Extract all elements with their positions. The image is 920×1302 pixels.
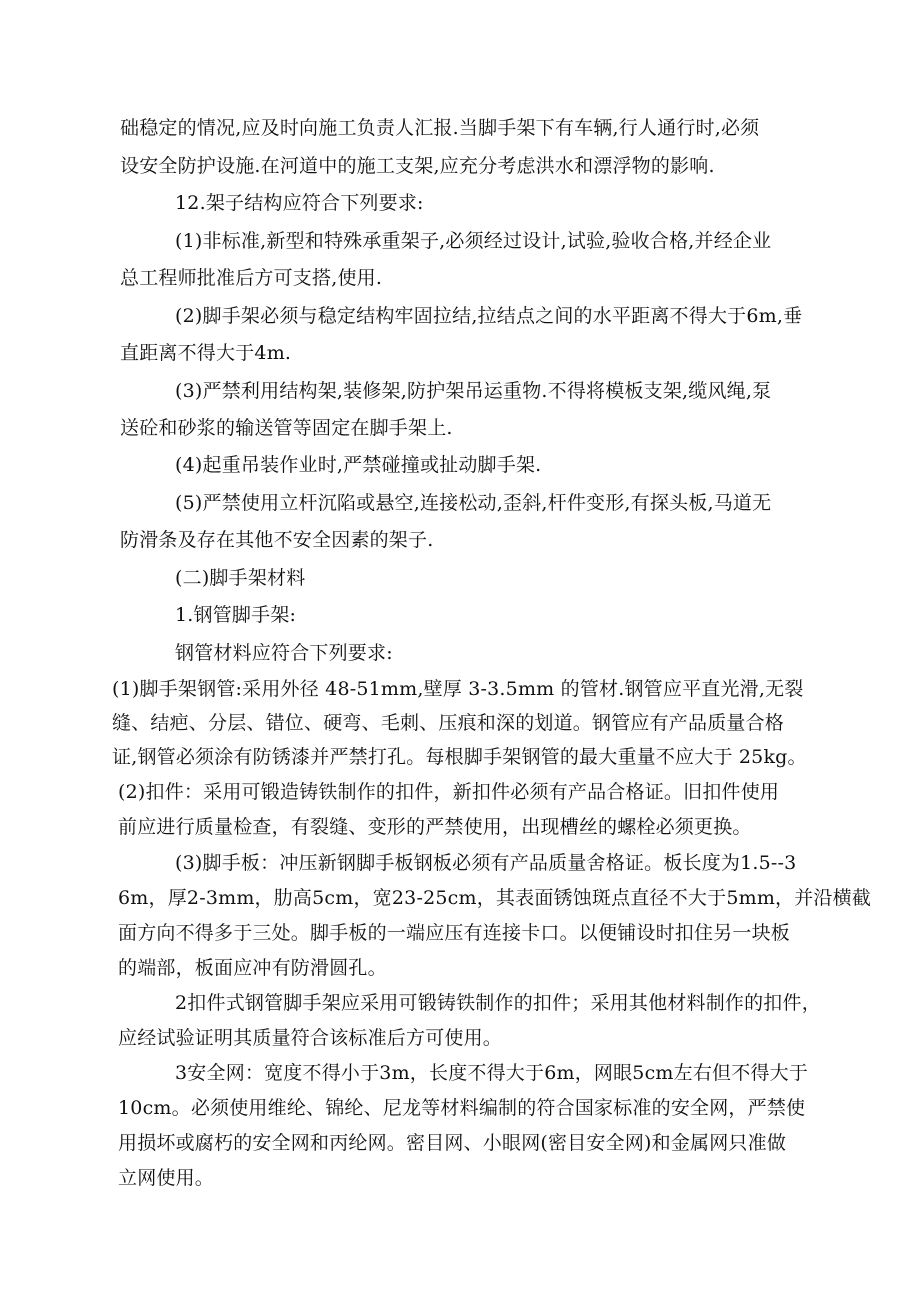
text-line: 应经试验证明其质量符合该标准后方可使用。 [118,1027,503,1049]
text-line: 前应进行质量检查，有裂缝、变形的严禁使用，出现槽丝的螺栓必须更换。 [118,816,752,838]
text-line: 6m，厚2-3mm，肋高5cm，宽23-25cm，其表面锈蚀斑点直径不大于5mm，并沿横截 [118,887,872,909]
text-line: (2)扣件：采用可锻造铸铁制作的扣件，新扣件必须有产品合格证。旧扣件使用 [118,781,780,803]
text-line: (4)起重吊装作业时,严禁碰撞或扯动脚手架. [175,454,542,476]
text-line: (5)严禁使用立杆沉陷或悬空,连接松动,歪斜,杆件变形,有探头板,马道无 [175,492,772,514]
text-line: (2)脚手架必须与稳定结构牢固拉结,拉结点之间的水平距离不得大于6m,垂 [175,305,803,327]
text-line: (3)脚手板：冲压新钢脚手板钢板必须有产品质量舍格证。板长度为1.5--3 [175,852,797,874]
text-line: 础稳定的情况,应及时向施工负责人汇报.当脚手架下有车辆,行人通行时,必须 [120,117,760,139]
text-line: 3安全网：宽度不得小于3m，长度不得大于6m，网眼5cm左右但不得大于 [175,1062,809,1084]
text-line: 直距离不得大于4m. [120,342,292,364]
text-line: 缝、结疤、分层、错位、硬弯、毛刺、压痕和深的划道。钢管应有产品质量合格 [112,712,785,734]
text-line: 面方向不得多于三处。脚手板的一端应压有连接卡口。以便铺设时扣住另一块板 [118,922,791,944]
text-line: 用损坏或腐朽的安全网和丙纶网。密目网、小眼网(密目安全网)和金属网只准做 [118,1132,787,1154]
subsection-heading: 1.钢管脚手架: [175,604,297,626]
text-line: 立网使用。 [118,1167,215,1189]
section-heading: 12.架子结构应符合下列要求: [175,192,424,214]
text-line: 总工程师批准后方可支搭,使用. [120,267,383,289]
section-heading: (二)脚手架材料 [175,567,306,589]
text-line: 钢管材料应符合下列要求: [175,642,393,664]
text-line: (3)严禁利用结构架,装修架,防护架吊运重物.不得将模板支架,缆风绳,泵 [175,380,772,402]
text-line: (1)非标准,新型和特殊承重架子,必须经过设计,试验,验收合格,并经企业 [175,230,772,252]
text-line: 2扣件式钢管脚手架应采用可锻铸铁制作的扣件；采用其他材料制作的扣件， [175,992,821,1014]
text-line: 防滑条及存在其他不安全因素的架子. [120,529,434,551]
text-line: 的端部，板面应冲有防滑圆孔。 [118,957,387,979]
text-line: 10cm。必须使用维纶、锦纶、尼龙等材料编制的符合国家标准的安全网，严禁使 [118,1097,806,1119]
text-line: 证,钢管必须涂有防锈漆并严禁打孔。每根脚手架钢管的最大重量不应大于 25kg。 [112,746,807,768]
text-line: 设安全防护设施.在河道中的施工支架,应充分考虑洪水和漂浮物的影响. [120,155,715,177]
text-line: (1)脚手架钢管:采用外径 48-51mm,壁厚 3-3.5mm 的管材.钢管应平直光滑,无裂 [112,678,804,700]
text-line: 送砼和砂浆的输送管等固定在脚手架上. [120,417,453,439]
